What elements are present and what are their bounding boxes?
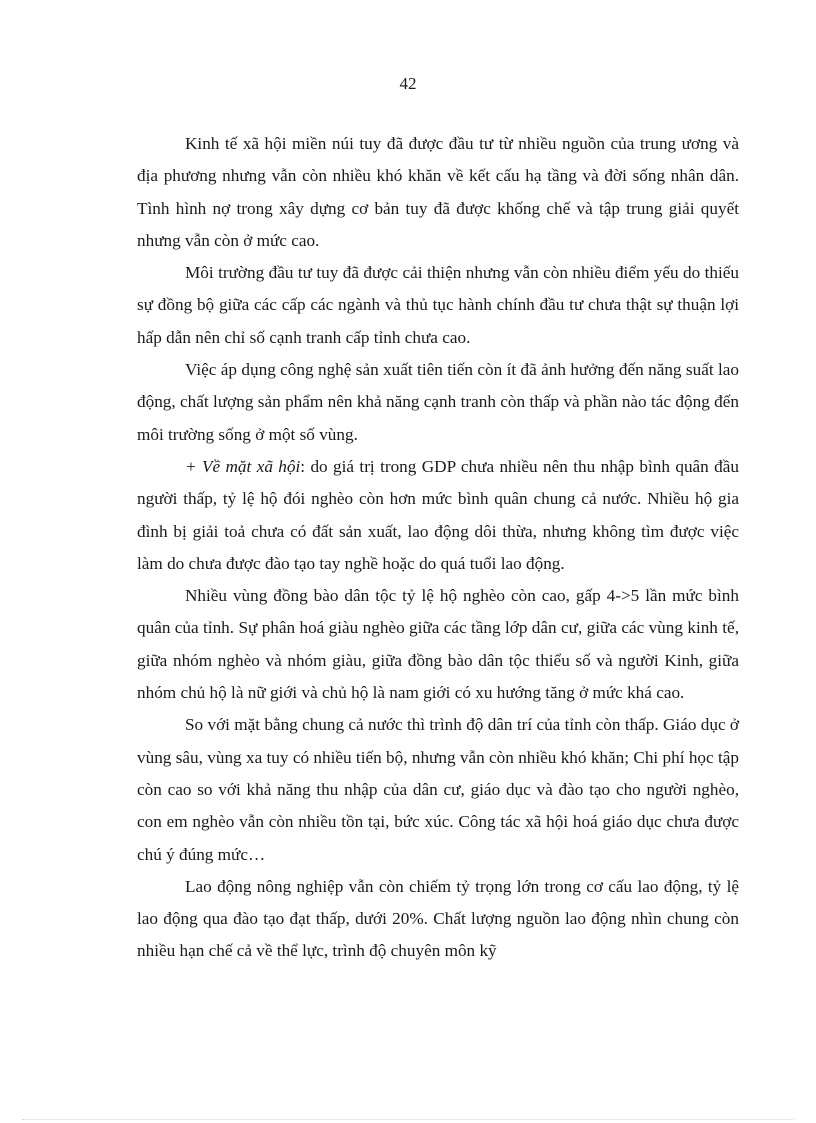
- paragraph-labor: [137, 871, 739, 968]
- paragraph-text: Việc áp dụng công nghệ sản xuất tiên tiến còn ít đã ảnh hưởng đến năng suất lao động, chất lượng sản phẩm nên khả năng cạnh tranh còn thấp và phần nào tác động đến môi trường sống ở một số vùng.: [137, 360, 739, 444]
- paragraph-technology: [137, 354, 739, 451]
- paragraph-social-aspect: [137, 451, 739, 580]
- paragraph-text: So với mặt bằng chung cả nước thì trình độ dân trí của tỉnh còn thấp. Giáo dục ở vùng sâu, vùng xa tuy có nhiều tiến bộ, nhưng vẫn còn nhiều khó khăn; Chi phí học tập còn cao so với khả năng thu nhập của dân cư, giáo dục và đào tạo cho người nghèo, con em nghèo vẫn còn nhiều tồn tại, bức xúc. Công tác xã hội hoá giáo dục chưa được chú ý đúng mức…: [137, 715, 739, 864]
- paragraph-text: Kinh tế xã hội miền núi tuy đã được đầu tư từ nhiều nguồn của trung ương và địa phương nhưng vẫn còn nhiều khó khăn về kết cấu hạ tầng và đời sống nhân dân. Tình hình nợ trong xây dựng cơ bản tuy đã được khống chế và tập trung giải quyết nhưng vẫn còn ở mức cao.: [137, 134, 739, 250]
- paragraph-text: : do giá trị trong GDP chưa nhiều nên thu nhập bình quân đầu người thấp, tỷ lệ hộ đói nghèo còn hơn mức bình quân chung cả nước. Nhiều hộ gia đình bị giải toả chưa có đất sản xuất, lao động dôi thừa, nhưng không tìm được việc làm do chưa được đào tạo tay nghề hoặc do quá tuổi lao động.: [137, 456, 739, 573]
- footer-divider: [22, 1119, 794, 1120]
- paragraph-text: Môi trường đầu tư tuy đã được cải thiện nhưng vẫn còn nhiều điểm yếu do thiếu sự đồng bộ giữa các cấp các ngành và thủ tục hành chính đầu tư chưa thật sự thuận lợi hấp dẫn nên chỉ số cạnh tranh cấp tỉnh chưa cao.: [137, 263, 739, 347]
- document-body: [137, 128, 739, 968]
- paragraph-text: Lao động nông nghiệp vẫn còn chiếm tỷ trọng lớn trong cơ cấu lao động, tỷ lệ lao động qua đào tạo đạt thấp, dưới 20%. Chất lượng nguồn lao động nhìn chung còn nhiều hạn chế cả về thể lực, trình độ chuyên môn kỹ: [137, 876, 739, 961]
- paragraph-infrastructure: [137, 128, 739, 257]
- page-number: 42: [399, 74, 417, 93]
- paragraph-investment-environment: [137, 257, 739, 354]
- paragraph-education: [137, 709, 739, 870]
- paragraph-poverty-gap: [137, 580, 739, 709]
- social-aspect-heading: + Về mặt xã hội: [185, 456, 301, 476]
- paragraph-text: Nhiều vùng đồng bào dân tộc tỷ lệ hộ nghèo còn cao, gấp 4->5 lần mức bình quân của tỉnh. Sự phân hoá giàu nghèo giữa các tầng lớp dân cư, giữa các vùng kinh tế, giữa nhóm nghèo và nhóm giàu, giữa đồng bào dân tộc thiểu số và người Kinh, giữa nhóm chủ hộ là nữ giới và chủ hộ là nam giới có xu hướng tăng ở mức khá cao.: [137, 586, 739, 703]
